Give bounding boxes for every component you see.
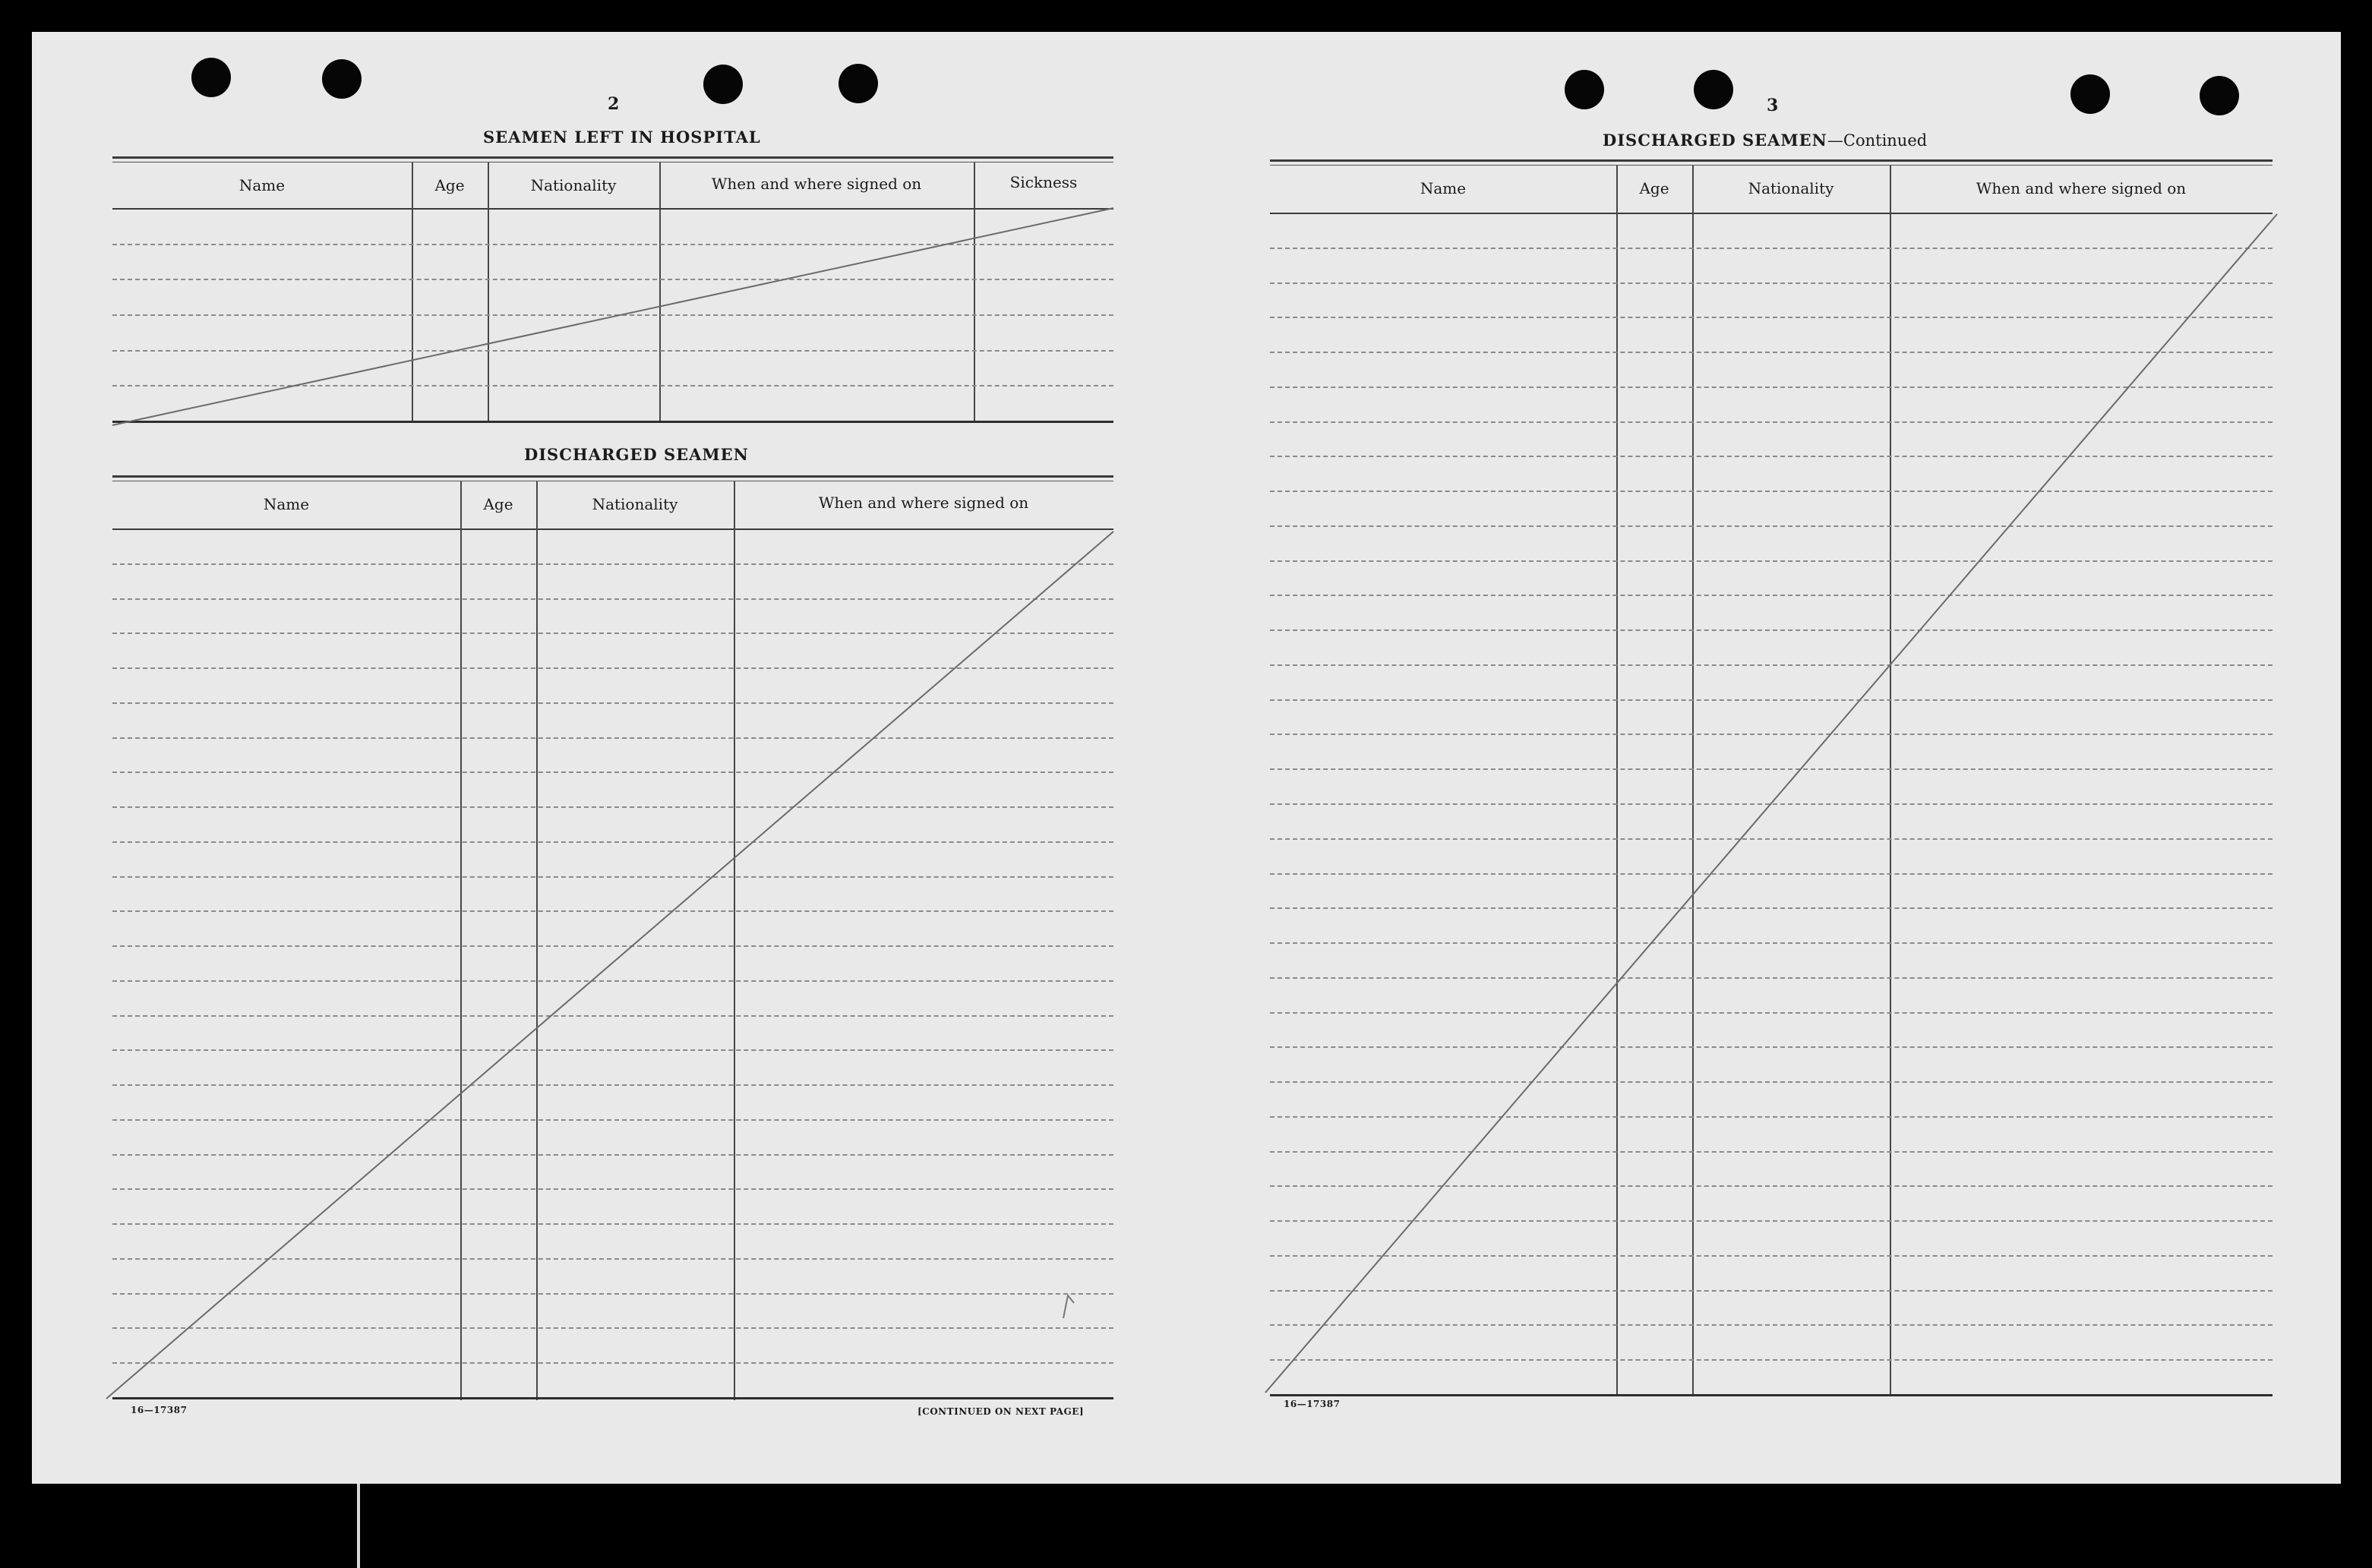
ruled-row — [1270, 629, 2273, 631]
discharged-table-title: DISCHARGED SEAMEN — [524, 445, 749, 464]
ruled-row — [112, 314, 1113, 316]
form-number-right: 16—17387 — [1284, 1399, 1341, 1409]
ruled-row — [1270, 734, 2273, 735]
discharged-table-left — [112, 475, 1113, 1403]
page-number-left: 2 — [608, 94, 620, 114]
col-header-signed-on: When and where signed on — [1976, 179, 2187, 197]
ruled-row — [1270, 456, 2273, 457]
punch-hole — [2070, 74, 2110, 114]
col-header-nationality: Nationality — [1748, 179, 1834, 197]
discharged-continued-main: DISCHARGED SEAMEN — [1603, 131, 1827, 150]
col-header-age: Age — [483, 495, 513, 513]
ruled-row — [1270, 560, 2273, 562]
ruled-row — [112, 841, 1113, 843]
ruled-row — [112, 771, 1113, 773]
ruled-row — [112, 1119, 1113, 1121]
ruled-row — [112, 279, 1113, 280]
ruled-row — [1270, 352, 2273, 353]
ruled-row — [112, 1015, 1113, 1017]
ruled-row — [1270, 1081, 2273, 1083]
punch-hole — [1565, 70, 1604, 109]
ruled-row — [1270, 1255, 2273, 1257]
punch-hole — [2200, 76, 2239, 115]
ruled-row — [112, 980, 1113, 982]
ruled-row — [1270, 1116, 2273, 1118]
punch-hole — [703, 65, 743, 104]
col-header-name: Name — [1420, 179, 1467, 197]
col-header-nationality: Nationality — [530, 176, 617, 194]
ruled-row — [112, 1084, 1113, 1086]
ruled-row — [112, 633, 1113, 634]
col-header-nationality: Nationality — [592, 495, 678, 513]
ruled-row — [112, 737, 1113, 739]
ruled-row — [1270, 977, 2273, 979]
ruled-row — [112, 1049, 1113, 1051]
ruled-row — [112, 876, 1113, 878]
ruled-row — [1270, 1290, 2273, 1292]
punch-hole — [322, 59, 362, 99]
ruled-row — [112, 667, 1113, 669]
ruled-row — [1270, 248, 2273, 249]
ruled-row — [1270, 942, 2273, 944]
ruled-row — [1270, 1185, 2273, 1187]
ruled-row — [112, 244, 1113, 245]
col-header-signed-on: When and where signed on — [818, 494, 1029, 512]
ruled-row — [112, 598, 1113, 600]
ruled-row — [1270, 907, 2273, 909]
discharged-continued-suffix: —Continued — [1827, 131, 1928, 150]
ruled-row — [112, 350, 1113, 352]
discharged-table-right — [1270, 159, 2273, 1399]
ruled-row — [112, 702, 1113, 704]
ruled-row — [1270, 1324, 2273, 1326]
ruled-row — [1270, 1220, 2273, 1222]
ruled-row — [1270, 1151, 2273, 1153]
ruled-row — [1270, 317, 2273, 318]
ruled-row — [1270, 595, 2273, 596]
col-header-age: Age — [434, 176, 465, 194]
punch-hole — [191, 58, 231, 97]
ruled-row — [1270, 768, 2273, 770]
ruled-row — [1270, 873, 2273, 875]
binding-thread — [357, 1484, 360, 1568]
ruled-row — [1270, 1012, 2273, 1014]
ruled-row — [112, 1154, 1113, 1156]
ruled-row — [1270, 525, 2273, 527]
form-number-left: 16—17387 — [131, 1405, 188, 1415]
continued-note: [CONTINUED ON NEXT PAGE] — [918, 1406, 1085, 1417]
ruled-row — [1270, 803, 2273, 805]
ruled-row — [1270, 699, 2273, 701]
ruled-row — [112, 1223, 1113, 1225]
col-header-sickness: Sickness — [1009, 173, 1078, 191]
ruled-row — [1270, 1046, 2273, 1048]
ruled-row — [112, 1293, 1113, 1295]
ruled-row — [1270, 491, 2273, 492]
page-number-right: 3 — [1767, 96, 1779, 115]
col-header-age: Age — [1639, 179, 1669, 197]
ruled-row — [1270, 664, 2273, 666]
ruled-row — [112, 1362, 1113, 1364]
ruled-row — [1270, 282, 2273, 284]
ruled-row — [112, 385, 1113, 386]
ruled-row — [112, 1188, 1113, 1190]
punch-hole — [839, 64, 878, 103]
ruled-row — [112, 1258, 1113, 1260]
ruled-row — [1270, 421, 2273, 423]
punch-hole — [1694, 70, 1733, 109]
ruled-row — [112, 806, 1113, 808]
ruled-row — [1270, 1359, 2273, 1361]
ruled-row — [1270, 838, 2273, 840]
hospital-table-title: SEAMEN LEFT IN HOSPITAL — [483, 128, 761, 147]
ruled-row — [112, 910, 1113, 912]
ruled-row — [112, 1327, 1113, 1329]
col-header-name: Name — [238, 176, 286, 194]
hospital-table — [112, 156, 1113, 427]
col-header-signed-on: When and where signed on — [711, 175, 922, 193]
ruled-row — [1270, 386, 2273, 388]
discharged-continued-title — [1603, 131, 1927, 150]
ruled-row — [112, 563, 1113, 565]
ruled-row — [112, 945, 1113, 947]
col-header-name: Name — [263, 495, 310, 513]
